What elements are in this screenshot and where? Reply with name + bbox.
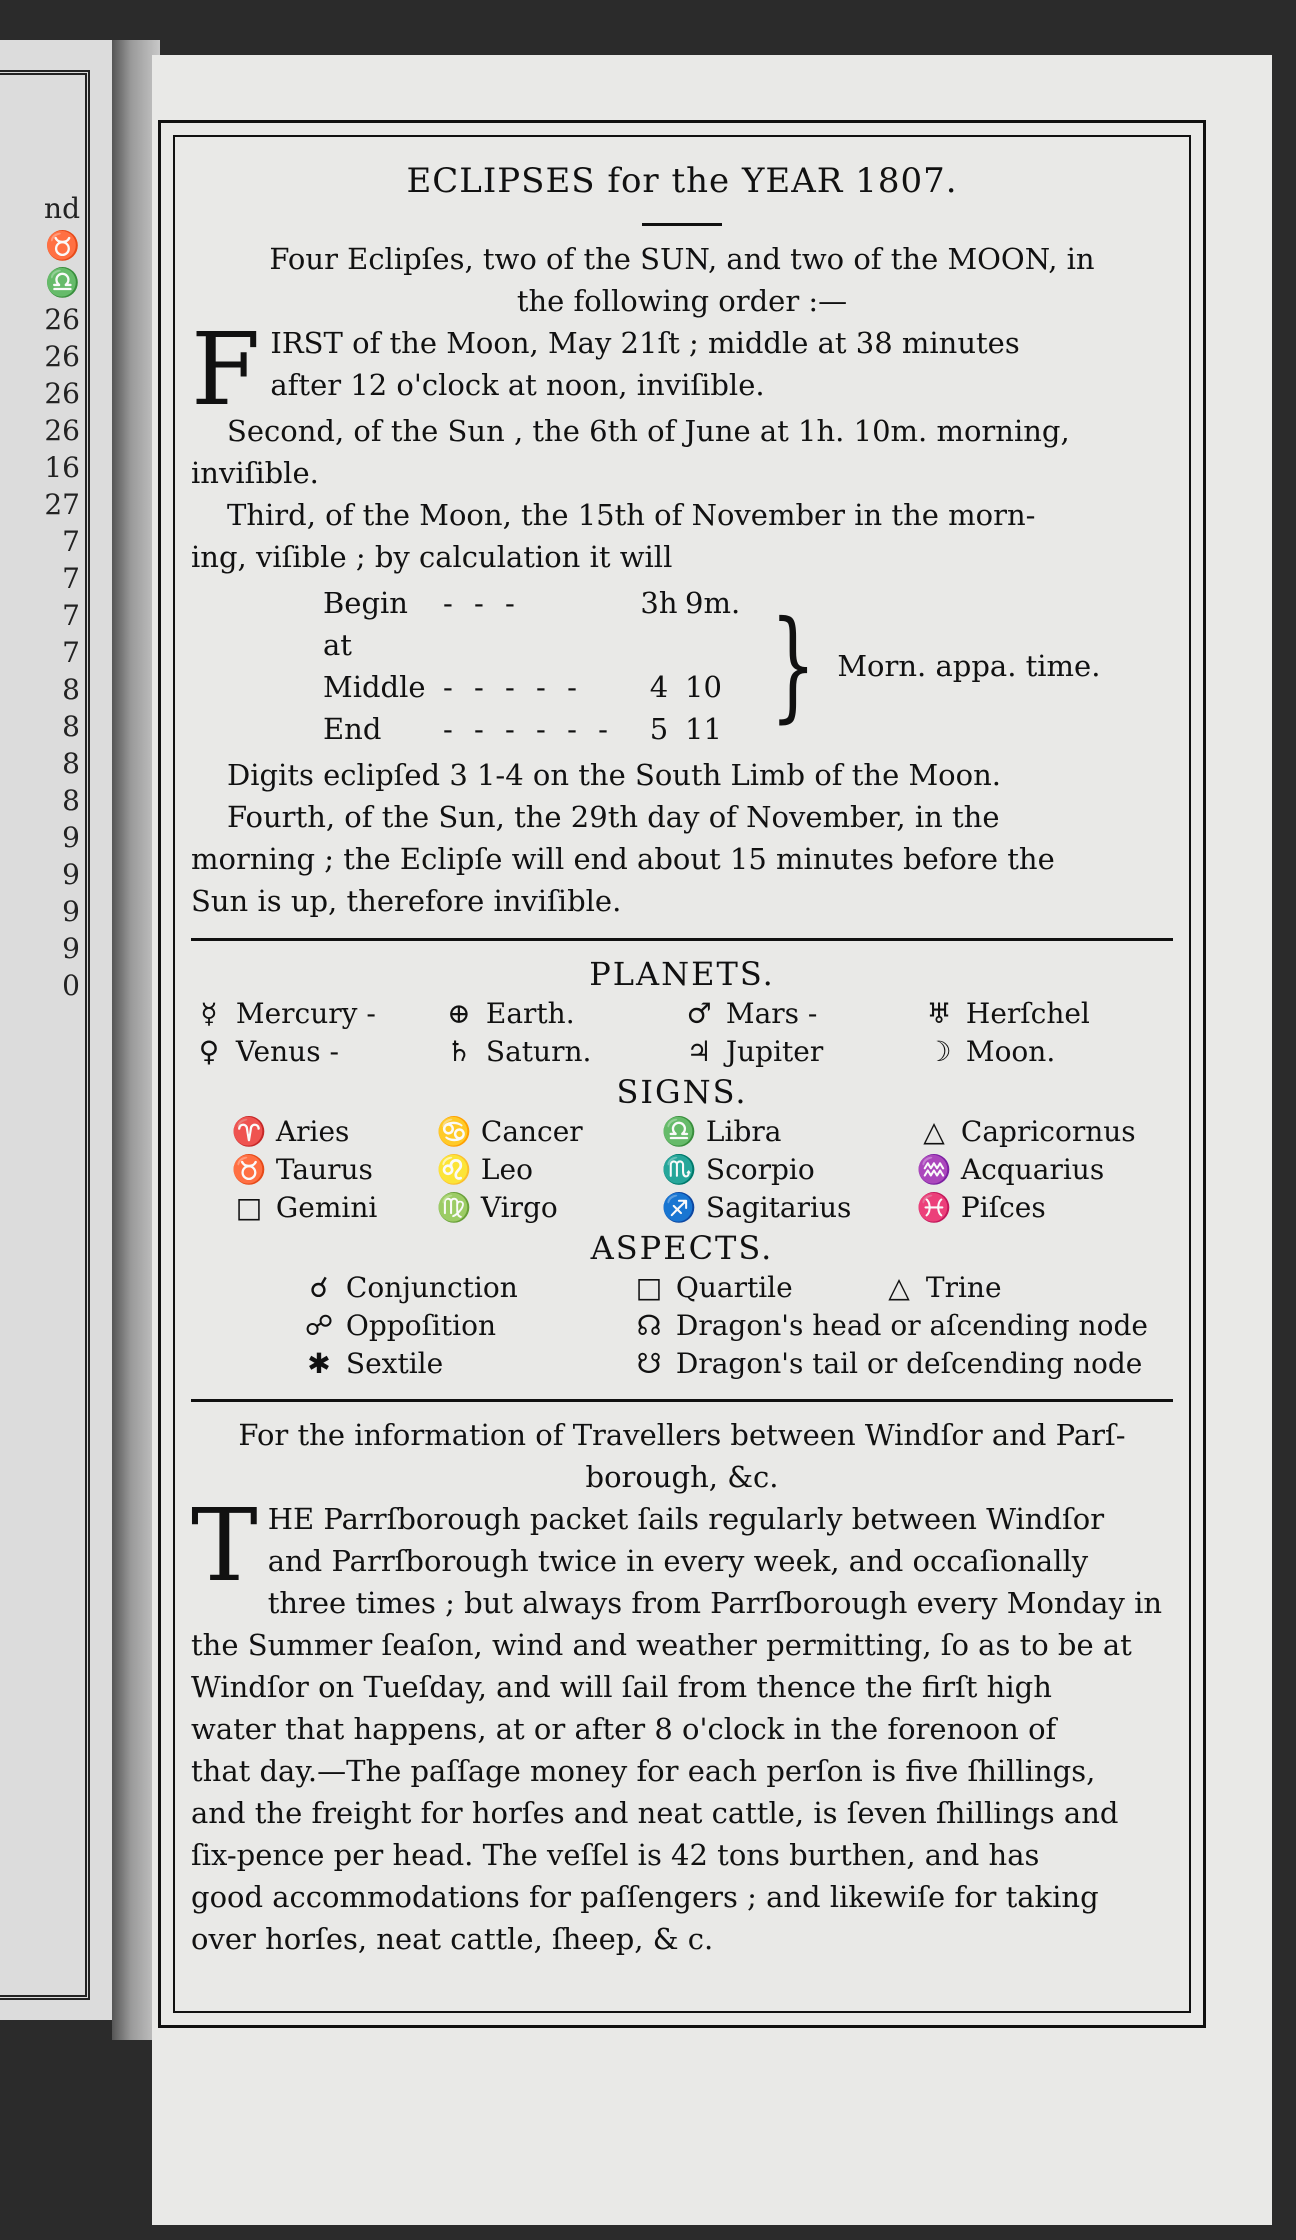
right-brace-icon: } [770, 596, 817, 735]
left-page-glyph: 26 [44, 414, 80, 447]
sign-name: Taurus [275, 1153, 373, 1186]
quartile-icon: □ [635, 1271, 663, 1304]
aspect-label: Dragon's tail or deſcending node [675, 1347, 1143, 1380]
eclipses-title: ECLIPSES for the YEAR 1807. [406, 161, 958, 201]
sign-symbol-icon: ♎ [661, 1115, 697, 1148]
fourth-eclipse-line-3: Sun is up, therefore inviſible. [191, 884, 622, 918]
time-label: Begin at [323, 586, 408, 662]
left-page-glyph: 27 [44, 488, 80, 521]
sign-item [436, 1189, 661, 1227]
sign-name: Aries [275, 1115, 350, 1148]
planet-name: Saturn. [485, 1035, 592, 1068]
travellers-line: HE Parrſborough packet ſails regularly between Windſor [267, 1502, 1105, 1536]
aspect-label: Conjunction [345, 1271, 518, 1304]
planet-item [191, 995, 441, 1033]
planet-item [921, 995, 1171, 1033]
time-row [323, 582, 755, 666]
second-eclipse-line-1: Second, of the Sun , the 6th of June at 1h. 10m. morning, [227, 414, 1070, 448]
sign-item [231, 1113, 436, 1151]
left-page-glyph: 16 [44, 451, 80, 484]
sign-item [916, 1113, 1176, 1151]
time-dashes: - - - - - [443, 670, 583, 704]
planet-symbol-icon: ♂ [686, 997, 712, 1030]
planet-name: Jupiter [725, 1035, 824, 1068]
travellers-line: and Parrſborough twice in every week, and occaſionally [267, 1544, 1089, 1578]
title-rule [642, 223, 722, 226]
third-eclipse-line-1: Third, of the Moon, the 15th of November in the morn- [227, 498, 1036, 532]
travellers-line: over horſes, neat cattle, ſheep, & c. [191, 1922, 714, 1956]
sign-name: Piſces [960, 1191, 1046, 1224]
page-content [191, 161, 1173, 1960]
aspect-label: Trine [925, 1271, 1002, 1304]
sign-name: Acquarius [960, 1153, 1105, 1186]
planet-item [441, 1033, 681, 1071]
planets-heading: PLANETS. [589, 955, 775, 993]
opposition-icon: ☍ [304, 1309, 334, 1342]
sign-symbol-icon: ♒ [916, 1153, 952, 1186]
conjunction-icon: ☌ [309, 1271, 329, 1304]
sign-item [661, 1113, 916, 1151]
left-page-glyph: 7 [62, 562, 80, 595]
planet-item [921, 1033, 1171, 1071]
left-page-glyph: 26 [44, 340, 80, 373]
drop-cap-f: F [191, 311, 261, 428]
left-page-glyph: 8 [62, 747, 80, 780]
aspects-heading: ASPECTS. [590, 1229, 774, 1267]
aspect-dragons-head [631, 1307, 1148, 1345]
travellers-line: three times ; but always from Parrſborough every Monday in [267, 1586, 1163, 1620]
aspect-label: Quartile [675, 1271, 793, 1304]
travellers-line: and the freight for horſes and neat cattle, is ſeven ſhillings and [191, 1796, 1119, 1830]
page-frame [158, 120, 1206, 2028]
left-page-glyph: ♉ [45, 229, 80, 262]
sign-symbol-icon: ♌ [436, 1153, 472, 1186]
time-minute: 10 [685, 670, 722, 704]
planet-symbol-icon: ☿ [200, 997, 218, 1030]
sign-name: Sagitarius [705, 1191, 852, 1224]
planet-name: Mars - [725, 997, 818, 1030]
left-page-glyph: 0 [62, 969, 80, 1002]
aspect-label: Oppoſition [345, 1309, 496, 1342]
sign-name: Leo [480, 1153, 533, 1186]
planet-item [441, 995, 681, 1033]
sign-symbol-icon: ♓ [916, 1191, 952, 1224]
sign-symbol-icon: ♈ [231, 1115, 267, 1148]
sign-name: Gemini [275, 1191, 378, 1224]
section-rule [191, 1399, 1173, 1402]
planet-symbol-icon: ♄ [446, 1035, 472, 1068]
aspects-row-3 [191, 1345, 1173, 1383]
intro-line-1: Four Eclipſes, two of the SUN, and two of the MOON, in [269, 242, 1095, 276]
aspect-label: Sextile [345, 1347, 444, 1380]
aspect-conjunction [301, 1269, 631, 1307]
aspect-sextile [301, 1345, 631, 1383]
sign-item [436, 1113, 661, 1151]
aspects-row-2 [191, 1307, 1173, 1345]
sign-symbol-icon: ♋ [436, 1115, 472, 1148]
planet-item [681, 1033, 921, 1071]
time-hour: 3h [640, 586, 678, 620]
aspect-trine [881, 1269, 1181, 1307]
sign-item [661, 1151, 916, 1189]
times-note: Morn. appa. time. [837, 649, 1101, 683]
left-page-glyph: 9 [62, 895, 80, 928]
time-minute: 11 [685, 712, 722, 746]
time-hour: 5 [649, 712, 669, 746]
travellers-body [191, 1487, 1173, 1960]
sign-symbol-icon: ♏ [661, 1153, 697, 1186]
left-page-glyph: 26 [44, 377, 80, 410]
planet-symbol-icon: ♃ [686, 1035, 712, 1068]
planet-symbol-icon: ⊕ [447, 997, 471, 1030]
aspect-opposition [301, 1307, 631, 1345]
left-page-glyphs [0, 190, 80, 1004]
planet-item [681, 995, 921, 1033]
aspect-quartile [631, 1269, 881, 1307]
sign-symbol-icon: ♉ [231, 1153, 267, 1186]
third-eclipse-line-2: ing, viſible ; by calculation it will [191, 540, 673, 574]
left-page-glyph: nd [44, 192, 80, 225]
left-page-glyph: 9 [62, 932, 80, 965]
sign-item [231, 1151, 436, 1189]
sign-symbol-icon: ♐ [661, 1191, 697, 1224]
section-rule [191, 938, 1173, 941]
time-label: Middle [323, 670, 426, 704]
travellers-line: ſix-pence per head. The veſſel is 42 tons burthen, and has [191, 1838, 1040, 1872]
aspect-dragons-tail [631, 1345, 1142, 1383]
trine-icon: △ [888, 1271, 910, 1304]
signs-grid [191, 1113, 1173, 1227]
time-row [323, 666, 755, 708]
fourth-eclipse-line-2: morning ; the Eclipſe will end about 15 minutes before the [191, 842, 1055, 876]
sign-item [231, 1189, 436, 1227]
travellers-heading-2: borough, &c. [585, 1460, 779, 1494]
fourth-eclipse-line-1: Fourth, of the Sun, the 29th day of November, in the [227, 800, 1000, 834]
eclipse-times [323, 582, 1173, 750]
planet-name: Venus - [235, 1035, 339, 1068]
sign-name: Capricornus [960, 1115, 1136, 1148]
travellers-heading-1: For the information of Travellers between Windſor and Parſ- [238, 1418, 1126, 1452]
aspects-row-1 [191, 1269, 1173, 1307]
left-page-glyph: 7 [62, 636, 80, 669]
planet-symbol-icon: ♅ [926, 997, 952, 1030]
time-hour: 4 [649, 670, 669, 704]
left-page-glyph: 8 [62, 673, 80, 706]
left-page-glyph: 26 [44, 303, 80, 336]
sign-symbol-icon: □ [235, 1191, 263, 1224]
travellers-line: that day.—The paſſage money for each perſon is five ſhillings, [191, 1754, 1096, 1788]
travellers-line: Windſor on Tueſday, and will ſail from thence the firſt high [191, 1670, 1052, 1704]
sign-item [661, 1189, 916, 1227]
travellers-line: the Summer ſeaſon, wind and weather permitting, ſo as to be at [191, 1628, 1132, 1662]
left-page-glyph: ♎ [45, 266, 80, 299]
time-row [323, 708, 755, 750]
left-page-glyph: 9 [62, 821, 80, 854]
aspect-label: Dragon's head or aſcending node [675, 1309, 1148, 1342]
first-eclipse [191, 311, 1173, 428]
first-eclipse-line-1: IRST of the Moon, May 21ſt ; middle at 38 minutes [270, 326, 1020, 360]
sign-name: Libra [705, 1115, 782, 1148]
planet-name: Herſchel [965, 997, 1090, 1030]
drop-cap-t: T [191, 1487, 258, 1604]
planet-symbol-icon: ♀ [198, 1035, 220, 1068]
intro-line-2: the following order :— [516, 284, 848, 318]
first-eclipse-line-2: after 12 o'clock at noon, inviſible. [270, 368, 765, 402]
planet-name: Moon. [965, 1035, 1056, 1068]
left-page-glyph: 8 [62, 710, 80, 743]
dragons-tail-icon: ☋ [636, 1347, 662, 1380]
time-dashes: - - - [443, 586, 521, 620]
planet-name: Mercury - [235, 997, 376, 1030]
eclipse-times-rows [323, 582, 755, 750]
left-page-glyph: 7 [62, 599, 80, 632]
left-page-glyph: 9 [62, 858, 80, 891]
digits-eclipsed: Digits eclipſed 3 1-4 on the South Limb of the Moon. [227, 758, 1001, 792]
planet-name: Earth. [485, 997, 575, 1030]
sign-symbol-icon: ♍ [436, 1191, 472, 1224]
dragons-head-icon: ☊ [636, 1309, 662, 1342]
sign-name: Cancer [480, 1115, 583, 1148]
travellers-line: water that happens, at or after 8 o'clock in the forenoon of [191, 1712, 1057, 1746]
sign-name: Virgo [480, 1191, 558, 1224]
travellers-line: good accommodations for paſſengers ; and likewiſe for taking [191, 1880, 1099, 1914]
sign-name: Scorpio [705, 1153, 815, 1186]
signs-heading: SIGNS. [616, 1073, 748, 1111]
sign-symbol-icon: △ [923, 1115, 945, 1148]
sign-item [436, 1151, 661, 1189]
left-page-glyph: 8 [62, 784, 80, 817]
sign-item [916, 1151, 1176, 1189]
sextile-icon: ✱ [307, 1347, 331, 1380]
time-minute: 9m. [685, 586, 741, 620]
time-dashes: - - - - - - [443, 712, 614, 746]
planet-symbol-icon: ☽ [926, 1035, 952, 1068]
planet-item [191, 1033, 441, 1071]
time-label: End [323, 712, 382, 746]
planets-grid [191, 995, 1173, 1071]
sign-item [916, 1189, 1176, 1227]
left-page-glyph: 7 [62, 525, 80, 558]
second-eclipse-line-2: inviſible. [191, 456, 319, 490]
